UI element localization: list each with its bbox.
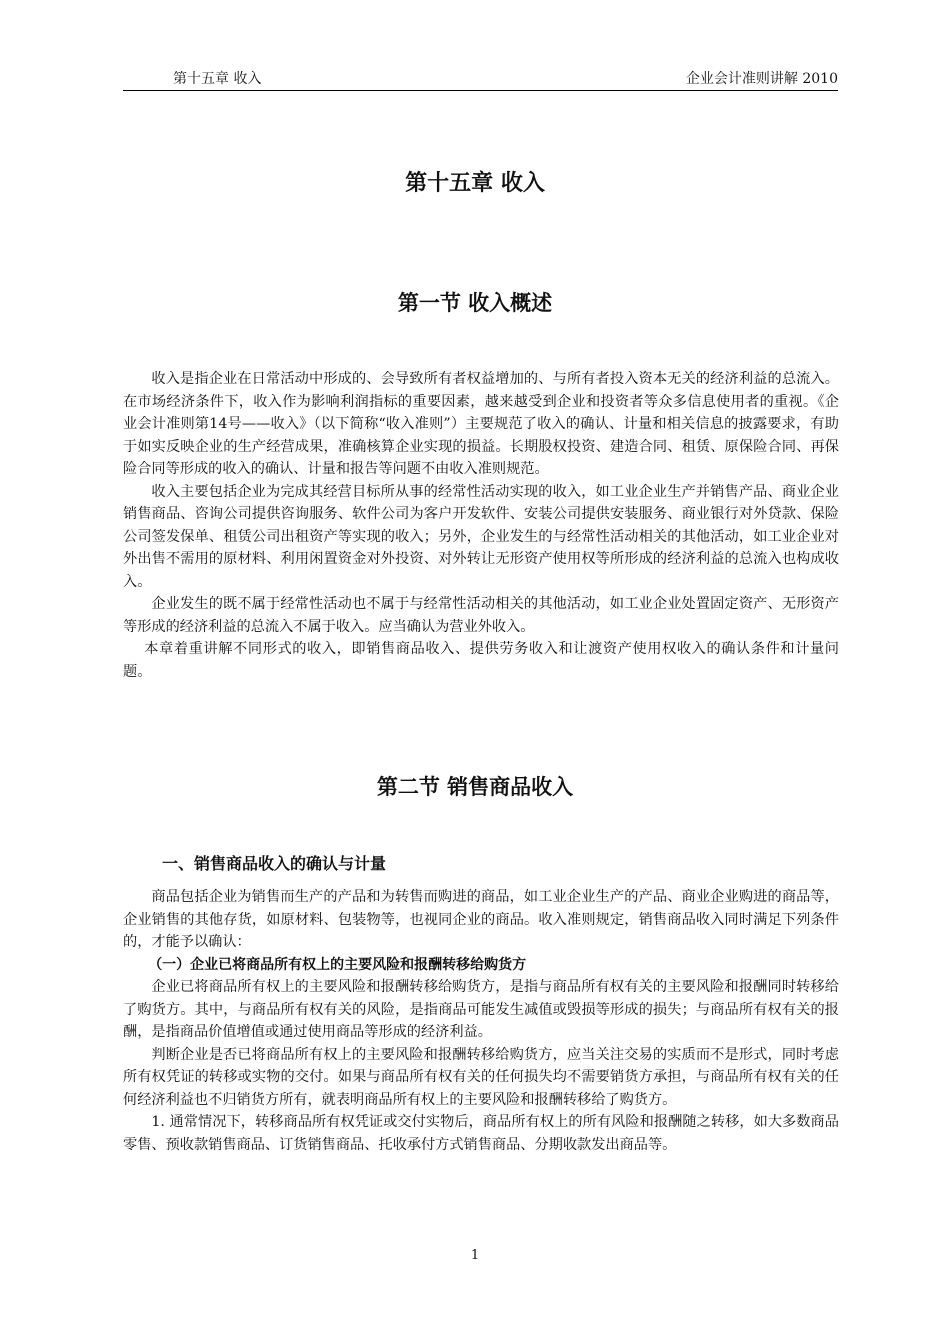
page-number: 1 [470,1248,480,1263]
section2-body [123,886,839,1156]
condition-heading: （一）企业已将商品所有权上的主要风险和报酬转移给购货方 [148,956,527,973]
paragraph: 1. 通常情况下，转移商品所有权凭证或交付实物后，商品所有权上的所有风险和报酬随之转移，如大多数商品零售、预收款销售商品、订货销售商品、托收承付方式销售商品、分期收款发出商品等。 [123,1114,839,1153]
section2-title: 第二节 销售商品收入 [376,775,574,799]
subheading: 一、销售商品收入的确认与计量 [162,854,387,873]
paragraph: 收入是指企业在日常活动中形成的、会导致所有者权益增加的、与所有者投入资本无关的经济利益的总流入。在市场经济条件下，收入作为影响利润指标的重要因素，越来越受到企业和投资者等众多信息使用者的重视。《企业会计准则第14号——收入》（以下简称“收入准则”）主要规范了收入的确认、计量和相关信息的披露要求，有助于如实反映企业的生产经营成果，准确核算企业实现的损益。长期股权投资、建造合同、租赁、原保险合同、再保险合同等形成的收入的确认、计量和报告等问题不由收入准则规范。 [123,371,839,477]
paragraph: 判断企业是否已将商品所有权上的主要风险和报酬转移给购货方，应当关注交易的实质而不是形式，同时考虑所有权凭证的转移或实物的交付。如果与商品所有权有关的任何损失均不需要销货方承担，与商品所有权有关的任何经济利益也不归销货方所有，就表明商品所有权上的主要风险和报酬转移给了购货方。 [123,1046,839,1108]
paragraph: 收入主要包括企业为完成其经营目标所从事的经常性活动实现的收入，如工业企业生产并销售产品、商业企业销售商品、咨询公司提供咨询服务、软件公司为客户开发软件、安装公司提供安装服务、商业银行对外贷款、保险公司签发保单、租赁公司出租资产等实现的收入；另外，企业发生的与经常性活动相关的其他活动，如工业企业对外出售不需用的原材料、利用闲置资金对外投资、对外转让无形资产使用权等所形成的经济利益的总流入也构成收入。 [123,483,839,590]
paragraph: 本章着重讲解不同形式的收入，即销售商品收入、提供劳务收入和让渡资产使用权收入的确认条件和计量问题。 [123,641,839,680]
paragraph: 企业发生的既不属于经常性活动也不属于与经常性活动相关的其他活动，如工业企业处置固定资产、无形资产等形成的经济利益的总流入不属于收入。应当确认为营业外收入。 [123,596,839,635]
section1-title: 第一节 收入概述 [397,291,553,315]
paragraph: 商品包括企业为销售而生产的产品和为转售而购进的商品，如工业企业生产的产品、商业企业购进的商品等，企业销售的其他存货，如原材料、包装物等，也视同企业的商品。收入准则规定，销售商品收入同时满足下列条件的，才能予以确认： [123,889,839,950]
chapter-title: 第十五章 收入 [405,171,545,196]
header-book-title: 企业会计准则讲解 2010 [685,71,838,87]
header-chapter: 第十五章 收入 [173,71,262,87]
section1-body [123,368,839,683]
page-header [123,66,838,91]
paragraph: 企业已将商品所有权上的主要风险和报酬转移给购货方，是指与商品所有权有关的主要风险和报酬同时转移给了购货方。其中，与商品所有权有关的风险，是指商品可能发生减值或毁损等形成的损失；与商品所有权有关的报酬，是指商品价值增值或通过使用商品等形成的经济利益。 [123,979,839,1040]
